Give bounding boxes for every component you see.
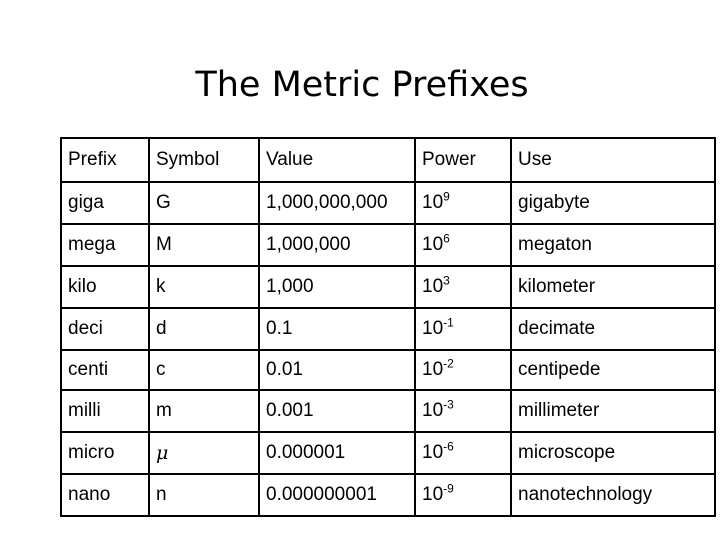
prefix-cell: nano [61, 474, 149, 516]
symbol-cell: k [149, 266, 259, 308]
header-use: Use [511, 138, 715, 182]
prefix-cell: kilo [61, 266, 149, 308]
power-exponent: -9 [443, 481, 454, 496]
power-exponent: 9 [443, 189, 450, 204]
prefix-cell: micro [61, 432, 149, 474]
table-row [61, 474, 715, 516]
power-exponent: -3 [443, 397, 454, 412]
symbol-cell: c [149, 350, 259, 390]
table-row [61, 432, 715, 474]
use-cell: megaton [511, 224, 715, 266]
power-base: 10 [422, 318, 444, 339]
header-power: Power [415, 138, 511, 182]
value-cell: 0.001 [259, 390, 415, 432]
prefix-cell: milli [61, 390, 149, 432]
value-cell: 1,000,000 [259, 224, 415, 266]
power-base: 10 [422, 234, 444, 255]
value-cell: 0.01 [259, 350, 415, 390]
power-base: 10 [422, 192, 444, 213]
prefix-cell: centi [61, 350, 149, 390]
symbol-cell: m [149, 390, 259, 432]
value-cell: 0.1 [259, 308, 415, 350]
use-cell: kilometer [511, 266, 715, 308]
metric-prefixes-table [60, 137, 716, 517]
header-value: Value [259, 138, 415, 182]
use-cell: centipede [511, 350, 715, 390]
use-cell: nanotechnology [511, 474, 715, 516]
table-row [61, 182, 715, 224]
symbol-cell: M [149, 224, 259, 266]
page-title: The Metric Prefixes [195, 65, 529, 105]
power-cell [415, 182, 511, 224]
power-exponent: -6 [443, 439, 454, 454]
table-header-row [61, 138, 715, 182]
power-cell [415, 350, 511, 390]
use-cell: microscope [511, 432, 715, 474]
table-row [61, 308, 715, 350]
use-cell: gigabyte [511, 182, 715, 224]
power-base: 10 [422, 442, 444, 463]
symbol-cell: G [149, 182, 259, 224]
symbol-cell: d [149, 308, 259, 350]
use-cell: millimeter [511, 390, 715, 432]
header-symbol: Symbol [149, 138, 259, 182]
power-base: 10 [422, 276, 444, 297]
power-exponent: -2 [443, 356, 454, 371]
power-exponent: 3 [443, 273, 450, 288]
power-exponent: 6 [443, 231, 450, 246]
table-row [61, 266, 715, 308]
prefix-cell: giga [61, 182, 149, 224]
use-cell: decimate [511, 308, 715, 350]
value-cell: 1,000 [259, 266, 415, 308]
header-prefix: Prefix [61, 138, 149, 182]
power-cell [415, 390, 511, 432]
power-cell [415, 432, 511, 474]
power-base: 10 [422, 359, 444, 380]
prefix-cell: mega [61, 224, 149, 266]
value-cell: 1,000,000,000 [259, 182, 415, 224]
power-cell [415, 308, 511, 350]
symbol-cell: n [149, 474, 259, 516]
value-cell: 0.000000001 [259, 474, 415, 516]
power-exponent: -1 [443, 315, 454, 330]
table-row [61, 350, 715, 390]
power-cell [415, 224, 511, 266]
power-cell [415, 474, 511, 516]
power-base: 10 [422, 400, 444, 421]
power-cell [415, 266, 511, 308]
prefix-cell: deci [61, 308, 149, 350]
power-base: 10 [422, 484, 444, 505]
symbol-cell: μ [149, 432, 259, 474]
table-row [61, 224, 715, 266]
value-cell: 0.000001 [259, 432, 415, 474]
table-row [61, 390, 715, 432]
